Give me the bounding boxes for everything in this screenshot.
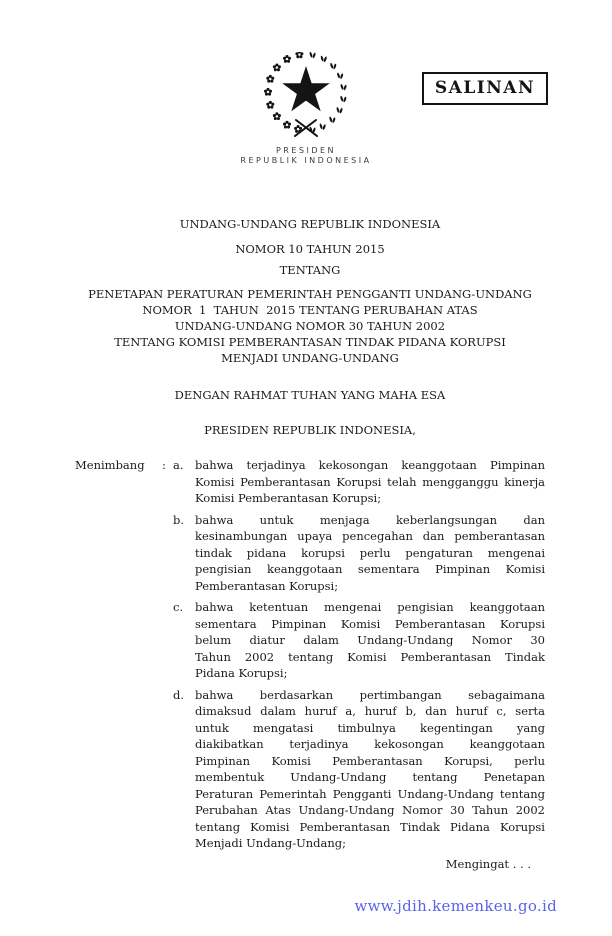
authority-line: PRESIDEN REPUBLIK INDONESIA, (204, 423, 416, 437)
document-body (75, 0, 545, 872)
consideration-item-b (173, 512, 545, 595)
item-text: bahwa untuk menjaga keberlangsungan dan kesinambungan upaya pencegahan dan pemberantasan tindak pidana korupsi perlu pengaturan mengenai pengisian keanggotaan sementara Pimpinan Komisi Pemberantasan Korupsi; (195, 512, 545, 593)
considerations-section (75, 457, 545, 852)
consideration-item-d (173, 687, 545, 852)
law-title-heading: UNDANG-UNDANG REPUBLIK INDONESIA (179, 217, 441, 231)
consideration-item-a (173, 457, 545, 507)
consideration-item-c (173, 599, 545, 682)
catchword-mengingat: Mengingat . . . (445, 856, 531, 871)
salinan-stamp: SALINAN (422, 72, 548, 105)
considerations-colon: : (162, 458, 166, 472)
footer-jdih-link[interactable]: www.jdih.kemenkeu.go.id (354, 897, 557, 915)
invocation-line: DENGAN RAHMAT TUHAN YANG MAHA ESA (174, 388, 446, 402)
item-letter: a. (173, 458, 184, 472)
considerations-items (173, 457, 545, 852)
item-text: bahwa ketentuan mengenai pengisian keanggotaan sementara Pimpinan Komisi Pemberantasan Korupsi belum diatur dalam Undang-Undang Nomor 30 Tahun 2002 tentang Komisi Pemberantasan Tindak Pidana Korupsi; (195, 600, 545, 680)
item-text: bahwa berdasarkan pertimbangan sebagaimana dimaksud dalam huruf a, huruf b, dan huruf c, serta untuk mengatasi timbulnya kegentingan yang diakibatkan terjadinya kekosongan keanggotaan Pimpinan Komisi Pemberantasan Korupsi, perlu membentuk Undang-Undang tentang Penetapan Peraturan Pemerintah Pengganti Undang-Undang tentang Perubahan Atas Undang-Undang Nomor 30 Tahun 2002 tentang Komisi Pemberantasan Tindak Pidana Korupsi Menjadi Undang-Undang; (195, 687, 545, 850)
considerations-label: Menimbang (75, 458, 145, 472)
item-letter: b. (173, 512, 185, 527)
law-about-label: TENTANG (279, 263, 341, 277)
item-letter: d. (173, 687, 185, 702)
letterhead-republik-label: REPUBLIK INDONESIA (240, 156, 372, 165)
item-text: bahwa terjadinya kekosongan keanggotaan Pimpinan Komisi Pemberantasan Korupsi telah mengganggu kinerja Komisi Pemberantasan Korupsi; (195, 458, 545, 505)
letterhead-presiden-label: PRESIDEN (275, 146, 337, 155)
law-subject: PENETAPAN PERATURAN PEMERINTAH PENGGANTI UNDANG-UNDANG NOMOR 1 TAHUN 2015 TENTANG PERUBAHAN ATAS UNDANG-UNDANG NOMOR 30 TAHUN 2002 TENTANG KOMISI PEMBERANTASAN TINDAK PIDANA KORUPSI MENJADI UNDANG-UNDANG (88, 287, 532, 365)
item-letter: c. (173, 600, 184, 614)
law-number: NOMOR 10 TAHUN 2015 (235, 242, 385, 256)
